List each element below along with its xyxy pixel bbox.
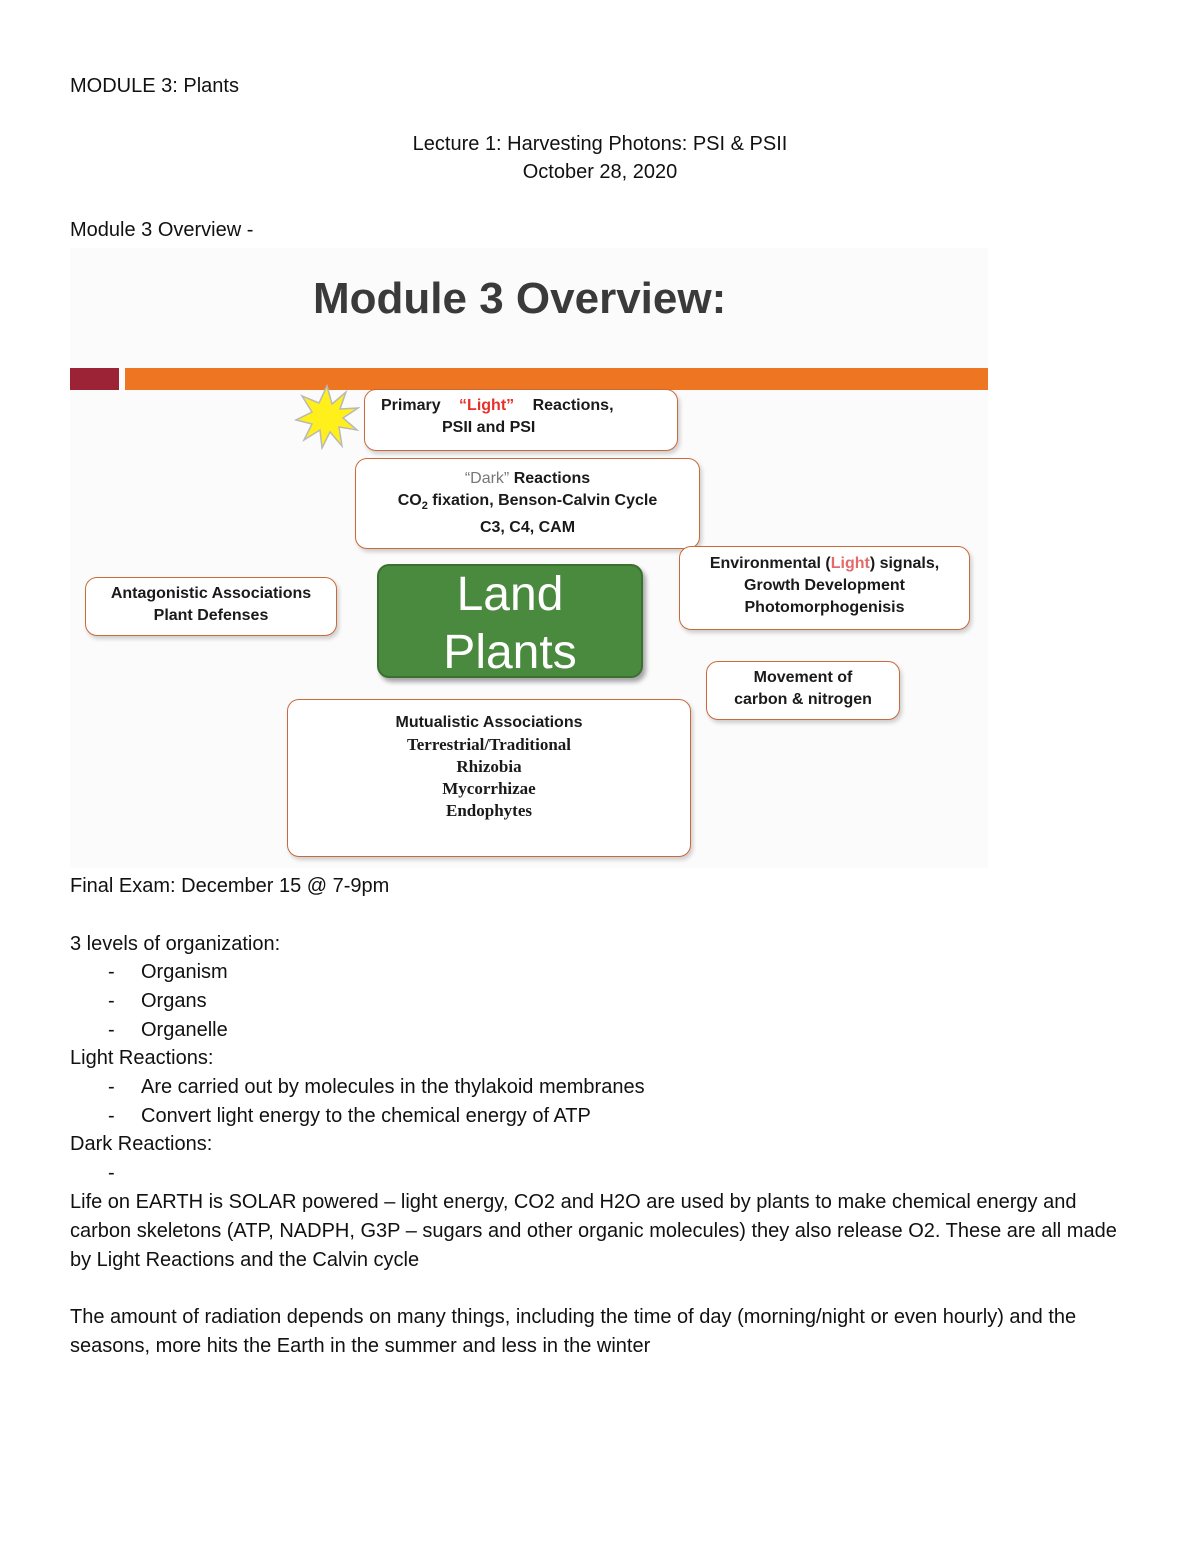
mutualistic-label: Mutualistic Associations [395, 714, 583, 731]
co-label: CO [397, 492, 422, 509]
final-exam: Final Exam: December 15 @ 7-9pm [70, 875, 390, 897]
light-word: “Light” [459, 397, 515, 414]
list-dash: - [108, 990, 115, 1012]
levels-heading: 3 levels of organization: [70, 933, 281, 955]
env-light-word: Light [830, 555, 870, 572]
antagonistic-label: Antagonistic Associations [110, 585, 312, 602]
module-heading: MODULE 3: Plants [70, 75, 239, 97]
sun-icon [294, 384, 360, 450]
mutualistic-associations-box [287, 699, 691, 857]
module-overview-slide [70, 248, 988, 868]
movement-box [706, 661, 900, 720]
env-label-end: ) signals, [869, 555, 940, 572]
carbon-nitrogen-label: carbon & nitrogen [734, 691, 872, 708]
endophytes-label: Endophytes [446, 801, 532, 820]
primary-light-reactions-box [364, 389, 678, 451]
growth-development-label: Growth Development [744, 577, 905, 594]
land-label: Land [456, 568, 564, 621]
overview-label: Module 3 Overview - [70, 219, 254, 241]
terrestrial-label: Terrestrial/Traditional [406, 735, 571, 754]
rhizobia-label: Rhizobia [456, 757, 522, 776]
accent-bar-red [70, 368, 119, 390]
psii-psi-label: PSII and PSI [442, 419, 536, 436]
list-dash: - [108, 961, 115, 983]
movement-label: Movement of [753, 669, 853, 686]
reactions-label: Reactions, [532, 397, 614, 414]
dark-reactions-box [355, 458, 700, 549]
env-label-start: Environmental ( [709, 555, 831, 572]
plant-defenses-label: Plant Defenses [153, 607, 269, 624]
lecture-title: Lecture 1: Harvesting Photons: PSI & PSII [412, 133, 788, 155]
paragraph-solar: Life on EARTH is SOLAR powered – light energy, CO2 and H2O are used by plants to make chemical energy and carbon skeletons (ATP, NADPH, G3P – sugars and other organic molecules) they also release O2. These are all made by Light Reactions and the Calvin cycle [70, 1191, 1117, 1271]
dark-reactions-heading: Dark Reactions: [70, 1133, 213, 1155]
list-item: Are carried out by molecules in the thylakoid membranes [141, 1076, 645, 1098]
co2-subscript: 2 [421, 500, 428, 513]
paragraph-radiation: The amount of radiation depends on many things, including the time of day (morning/night or even hourly) and the seasons, more hits the Earth in the summer and less in the winter [70, 1306, 1077, 1357]
list-item: Organism [141, 961, 228, 983]
co2-fixation-label: fixation, Benson-Calvin Cycle [427, 492, 658, 509]
c3-c4-cam-label: C3, C4, CAM [479, 519, 576, 537]
list-dash: - [108, 1019, 115, 1041]
accent-bar-orange [125, 368, 988, 390]
plants-label: Plants [443, 626, 577, 679]
list-dash: - [108, 1076, 115, 1098]
list-item: Convert light energy to the chemical energy of ATP [141, 1105, 591, 1127]
land-plants-box [377, 564, 643, 678]
list-dash: - [108, 1105, 115, 1127]
environmental-signals-box [679, 546, 970, 630]
list-item: Organs [141, 990, 207, 1012]
light-reactions-heading: Light Reactions: [70, 1047, 214, 1069]
mycorrhizae-label: Mycorrhizae [442, 779, 536, 798]
antagonistic-associations-box [85, 577, 337, 636]
dark-reactions-label: Reactions [513, 470, 591, 487]
primary-label: Primary [381, 397, 441, 414]
photomorphogenisis-label: Photomorphogenisis [744, 599, 905, 616]
list-dash: - [108, 1162, 115, 1184]
lecture-date: October 28, 2020 [522, 161, 678, 183]
slide-title: Module 3 Overview: [313, 274, 727, 323]
list-item: Organelle [141, 1019, 228, 1041]
dark-word: “Dark” [464, 470, 510, 487]
